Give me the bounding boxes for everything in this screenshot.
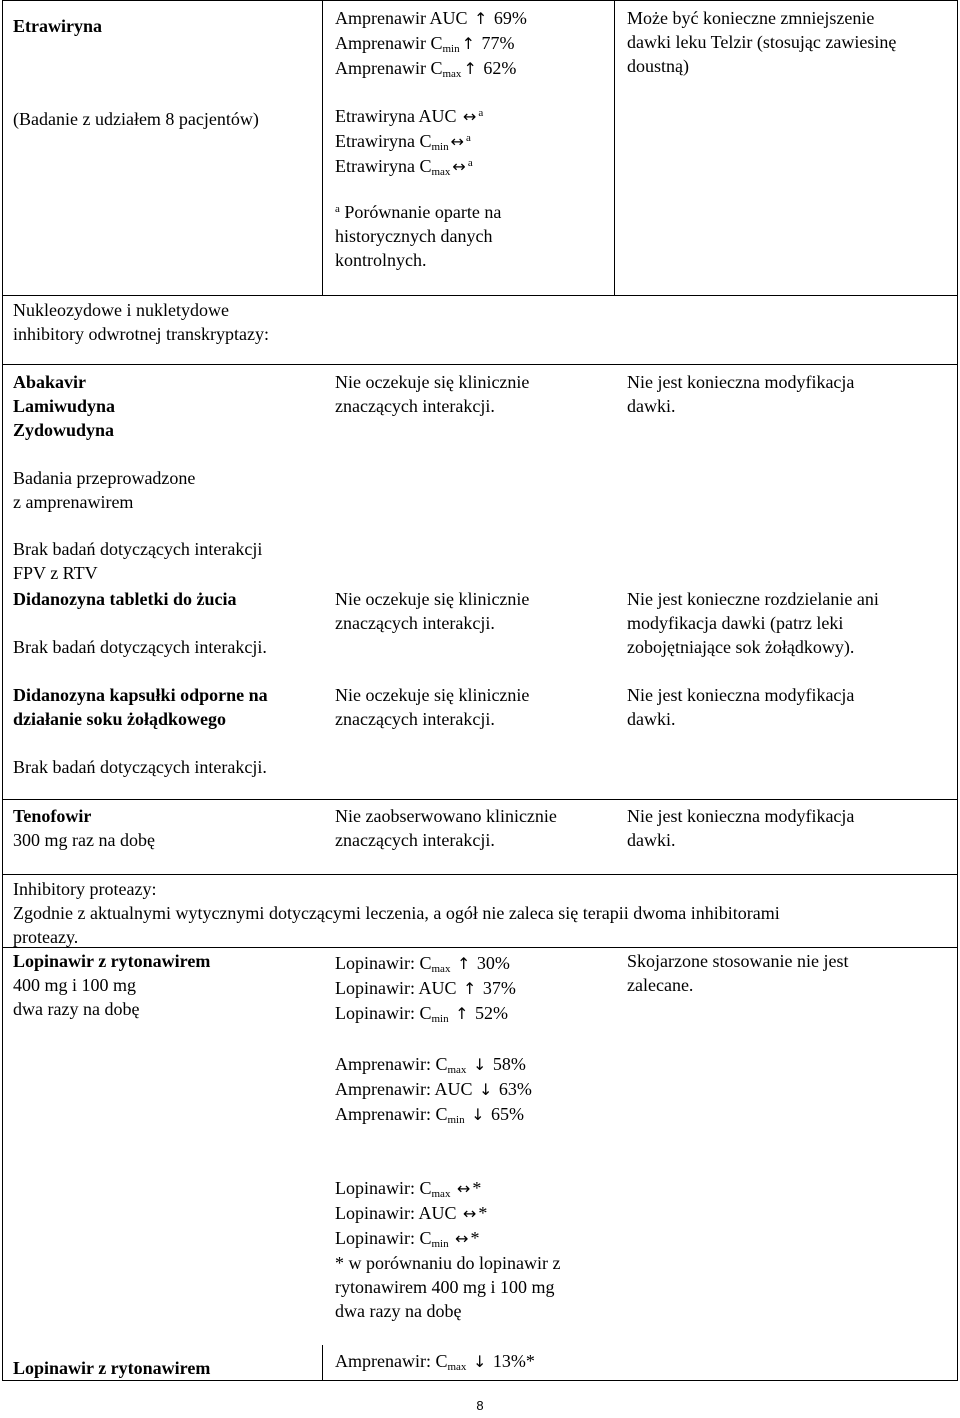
drug-name: Lopinawir z rytonawirem: [13, 1358, 211, 1378]
pk-sub: max: [442, 68, 462, 80]
pk-value: *: [470, 1228, 480, 1248]
section-header-text: Inhibitory proteazy:: [13, 879, 157, 899]
etravirine-footnote: [335, 200, 501, 272]
column-divider-last: [322, 1345, 323, 1381]
arrow-both-icon: ↔: [450, 132, 464, 151]
pk-value: *: [472, 1178, 482, 1198]
study-note: Brak badań dotyczących interakcji.: [13, 757, 267, 777]
didanosine-capsules-note: [13, 755, 267, 779]
guideline-text: proteazy.: [13, 927, 79, 947]
pk-param: Etrawiryna C: [335, 156, 432, 176]
drug-name: Abakavir: [13, 372, 87, 392]
pk-sub: max: [431, 1188, 451, 1200]
pk-sub: max: [447, 1064, 467, 1076]
pk-param: Etrawiryna C: [335, 131, 432, 151]
dose-text: 400 mg i 100 mg: [13, 975, 137, 995]
pk-sub: min: [431, 1013, 449, 1025]
effect-text: Nie zaobserwowano klinicznie: [335, 806, 557, 826]
pk-line: [335, 56, 527, 81]
pk-param: Amprenawir: C: [335, 1104, 448, 1124]
arrow-down-icon: ↓: [472, 1055, 487, 1074]
didanosine-tablets-drug: [13, 587, 237, 611]
abacavir-no-study-note: [13, 537, 262, 585]
nrti-section-header: [13, 298, 269, 346]
pk-value: 52%: [475, 1003, 509, 1023]
table-border-top: [2, 0, 957, 1]
pk-param: Amprenawir C: [335, 33, 443, 53]
pk-param: Lopinawir: C: [335, 1228, 432, 1248]
recommendation-text: dawki.: [627, 830, 676, 850]
study-note: Brak badań dotyczących interakcji: [13, 539, 263, 559]
effect-text: znaczących interakcji.: [335, 613, 495, 633]
pk-line: [335, 154, 483, 179]
recommendation-text: dawki.: [627, 709, 676, 729]
pk-param: Lopinawir: C: [335, 1003, 432, 1023]
drug-name: Didanozyna tabletki do żucia: [13, 589, 237, 609]
recommendation-text: Może być konieczne zmniejszenie: [627, 8, 875, 28]
pk-value: 30%: [476, 953, 510, 973]
footnote-mark: a: [467, 157, 473, 169]
pk-param: Lopinawir: AUC: [335, 978, 457, 998]
abacavir-effect: [335, 370, 529, 418]
abacavir-drugs: [13, 370, 115, 442]
arrow-up-icon: ↑: [473, 9, 488, 28]
pk-value: 63%: [498, 1079, 532, 1099]
pk-line: [335, 104, 483, 129]
didanosine-capsules-drug: [13, 683, 268, 731]
study-note: FPV z RTV: [13, 563, 98, 583]
pk-param: Amprenawir: AUC: [335, 1079, 473, 1099]
arrow-both-icon: ↔: [455, 1229, 469, 1248]
recommendation-text: Skojarzone stosowanie nie jest: [627, 951, 849, 971]
footnote-mark: a: [478, 107, 484, 119]
study-note: (Badanie z udziałem 8 pacjentów): [13, 109, 259, 129]
pk-line: [335, 976, 516, 1001]
pk-value: *: [478, 1203, 488, 1223]
row-divider-nrti-end: [2, 364, 958, 365]
pk-value: 62%: [483, 58, 517, 78]
pk-value: 37%: [482, 978, 516, 998]
pk-param: Amprenawir AUC: [335, 8, 468, 28]
arrow-down-icon: ↓: [471, 1105, 485, 1124]
arrow-up-icon: ↑: [456, 954, 471, 973]
last-row-drug: [13, 1356, 210, 1380]
section-header-text: inhibitory odwrotnej transkryptazy:: [13, 324, 269, 344]
pk-line: [335, 1176, 560, 1201]
arrow-up-icon: ↑: [463, 59, 477, 78]
abacavir-studies-note: [13, 466, 195, 514]
drug-name: działanie soku żołądkowego: [13, 709, 227, 729]
pk-line: [335, 1001, 516, 1026]
recommendation-text: dawki leku Telzir (stosując zawiesinę: [627, 32, 897, 52]
column-divider-1: [322, 0, 323, 296]
row-divider-pi: [2, 874, 958, 875]
table-border-right: [957, 0, 958, 1381]
arrow-both-icon: ↔: [452, 157, 466, 176]
didanosine-capsules-effect: [335, 683, 529, 731]
arrow-down-icon: ↓: [472, 1352, 487, 1371]
page-number: 8: [476, 1398, 484, 1413]
pk-param: Lopinawir: C: [335, 953, 432, 973]
amprenavir-effects: [335, 6, 527, 81]
abacavir-recommendation: [627, 370, 854, 418]
tenofovir-effect: [335, 804, 557, 852]
footnote-text: Porównanie oparte na: [344, 202, 502, 222]
pk-sub: min: [431, 141, 449, 153]
pk-param: Amprenawir: C: [335, 1351, 448, 1371]
pk-line: [335, 31, 527, 56]
study-note: Badania przeprowadzone: [13, 468, 196, 488]
etravirine-effects: [335, 104, 483, 179]
etravirine-recommendation: [627, 6, 896, 78]
pk-value: 65%: [491, 1104, 525, 1124]
recommendation-text: zobojętniające sok żołądkowy).: [627, 637, 855, 657]
pk-value: 77%: [481, 33, 515, 53]
pk-line: [335, 1226, 560, 1251]
footnote-text: rytonawirem 400 mg i 100 mg: [335, 1277, 555, 1297]
arrow-both-icon: ↔: [462, 107, 477, 126]
recommendation-text: Nie jest konieczne rozdzielanie ani: [627, 589, 879, 609]
recommendation-text: dawki.: [627, 396, 676, 416]
pk-line: [335, 1102, 532, 1127]
pk-param: Lopinawir: C: [335, 1178, 432, 1198]
pk-sub: min: [447, 1114, 465, 1126]
etravirine-name-cell: [13, 14, 102, 38]
drug-name: Didanozyna kapsułki odporne na: [13, 685, 268, 705]
tenofovir-recommendation: [627, 804, 854, 852]
table-border-bottom: [2, 1380, 958, 1381]
effect-text: Nie oczekuje się klinicznie: [335, 589, 530, 609]
footnote-text: kontrolnych.: [335, 250, 427, 270]
drug-name: Zydowudyna: [13, 420, 115, 440]
pk-line: [335, 6, 527, 31]
pk-sub: max: [431, 166, 451, 178]
arrow-up-icon: ↑: [463, 979, 477, 998]
lopinavir-effects-group2: [335, 1052, 532, 1127]
drug-name: Etrawiryna: [13, 16, 102, 36]
effect-text: znaczących interakcji.: [335, 830, 495, 850]
row-divider-tenofovir: [2, 799, 958, 800]
pk-param: Lopinawir: AUC: [335, 1203, 457, 1223]
recommendation-text: Nie jest konieczna modyfikacja: [627, 685, 855, 705]
pk-line: [335, 1349, 535, 1374]
dose-text: dwa razy na dobę: [13, 999, 140, 1019]
effect-text: znaczących interakcji.: [335, 396, 495, 416]
didanosine-tablets-note: [13, 635, 267, 659]
arrow-up-icon: ↑: [455, 1004, 469, 1023]
footnote-text: dwa razy na dobę: [335, 1301, 462, 1321]
pk-value: 13%*: [492, 1351, 535, 1371]
study-note: Brak badań dotyczących interakcji.: [13, 637, 267, 657]
recommendation-text: zalecane.: [627, 975, 694, 995]
footnote-text: historycznych danych: [335, 226, 493, 246]
arrow-down-icon: ↓: [478, 1080, 493, 1099]
recommendation-text: Nie jest konieczna modyfikacja: [627, 372, 855, 392]
didanosine-capsules-recommendation: [627, 683, 854, 731]
didanosine-tablets-effect: [335, 587, 529, 635]
footnote-text: * w porównaniu do lopinawir z: [335, 1253, 561, 1273]
pk-sub: max: [431, 963, 451, 975]
lopinavir-effects-group1: [335, 951, 516, 1026]
arrow-both-icon: ↔: [463, 1204, 477, 1223]
dose-text: 300 mg raz na dobę: [13, 830, 155, 850]
pi-section-header: [13, 877, 780, 949]
study-note: z amprenawirem: [13, 492, 134, 512]
effect-text: znaczących interakcji.: [335, 709, 495, 729]
section-header-text: Nukleozydowe i nukletydowe: [13, 300, 229, 320]
pk-sub: min: [431, 1238, 449, 1250]
guideline-text: Zgodnie z aktualnymi wytycznymi dotyczącymi leczenia, a ogół nie zaleca się terapii dwoma inhibitorami: [13, 903, 780, 923]
footnote-mark: a: [466, 132, 471, 144]
pk-line: [335, 1052, 532, 1077]
recommendation-text: modyfikacja dawki (patrz leki: [627, 613, 844, 633]
recommendation-text: Nie jest konieczna modyfikacja: [627, 806, 855, 826]
arrow-both-icon: ↔: [456, 1179, 471, 1198]
etravirine-study-note: [13, 107, 259, 131]
lopinavir-effects-group3: [335, 1176, 560, 1323]
pk-param: Etrawiryna AUC: [335, 106, 457, 126]
pk-sub: min: [442, 43, 460, 55]
lopinavir-drug: [13, 949, 210, 1021]
effect-text: Nie oczekuje się klinicznie: [335, 685, 530, 705]
pk-param: Amprenawir: C: [335, 1054, 448, 1074]
drug-name: Tenofowir: [13, 806, 92, 826]
pk-sub: max: [447, 1361, 467, 1373]
tenofovir-drug: [13, 804, 155, 852]
pk-line: [335, 951, 516, 976]
pk-value: 58%: [492, 1054, 526, 1074]
pk-line: [335, 1201, 560, 1226]
didanosine-tablets-recommendation: [627, 587, 879, 659]
drug-name: Lopinawir z rytonawirem: [13, 951, 211, 971]
lopinavir-recommendation: [627, 949, 848, 997]
row-divider-nrti: [2, 295, 958, 296]
footnote-mark: a: [335, 203, 340, 215]
effect-text: Nie oczekuje się klinicznie: [335, 372, 530, 392]
pk-line: [335, 1077, 532, 1102]
recommendation-text: doustną): [627, 56, 689, 76]
drug-name: Lamiwudyna: [13, 396, 116, 416]
pk-param: Amprenawir C: [335, 58, 443, 78]
table-border-left: [2, 0, 3, 1381]
pk-value: 69%: [493, 8, 527, 28]
last-row-effect: [335, 1349, 535, 1374]
arrow-up-icon: ↑: [461, 34, 476, 53]
column-divider-2: [614, 0, 615, 296]
pk-line: [335, 129, 483, 154]
